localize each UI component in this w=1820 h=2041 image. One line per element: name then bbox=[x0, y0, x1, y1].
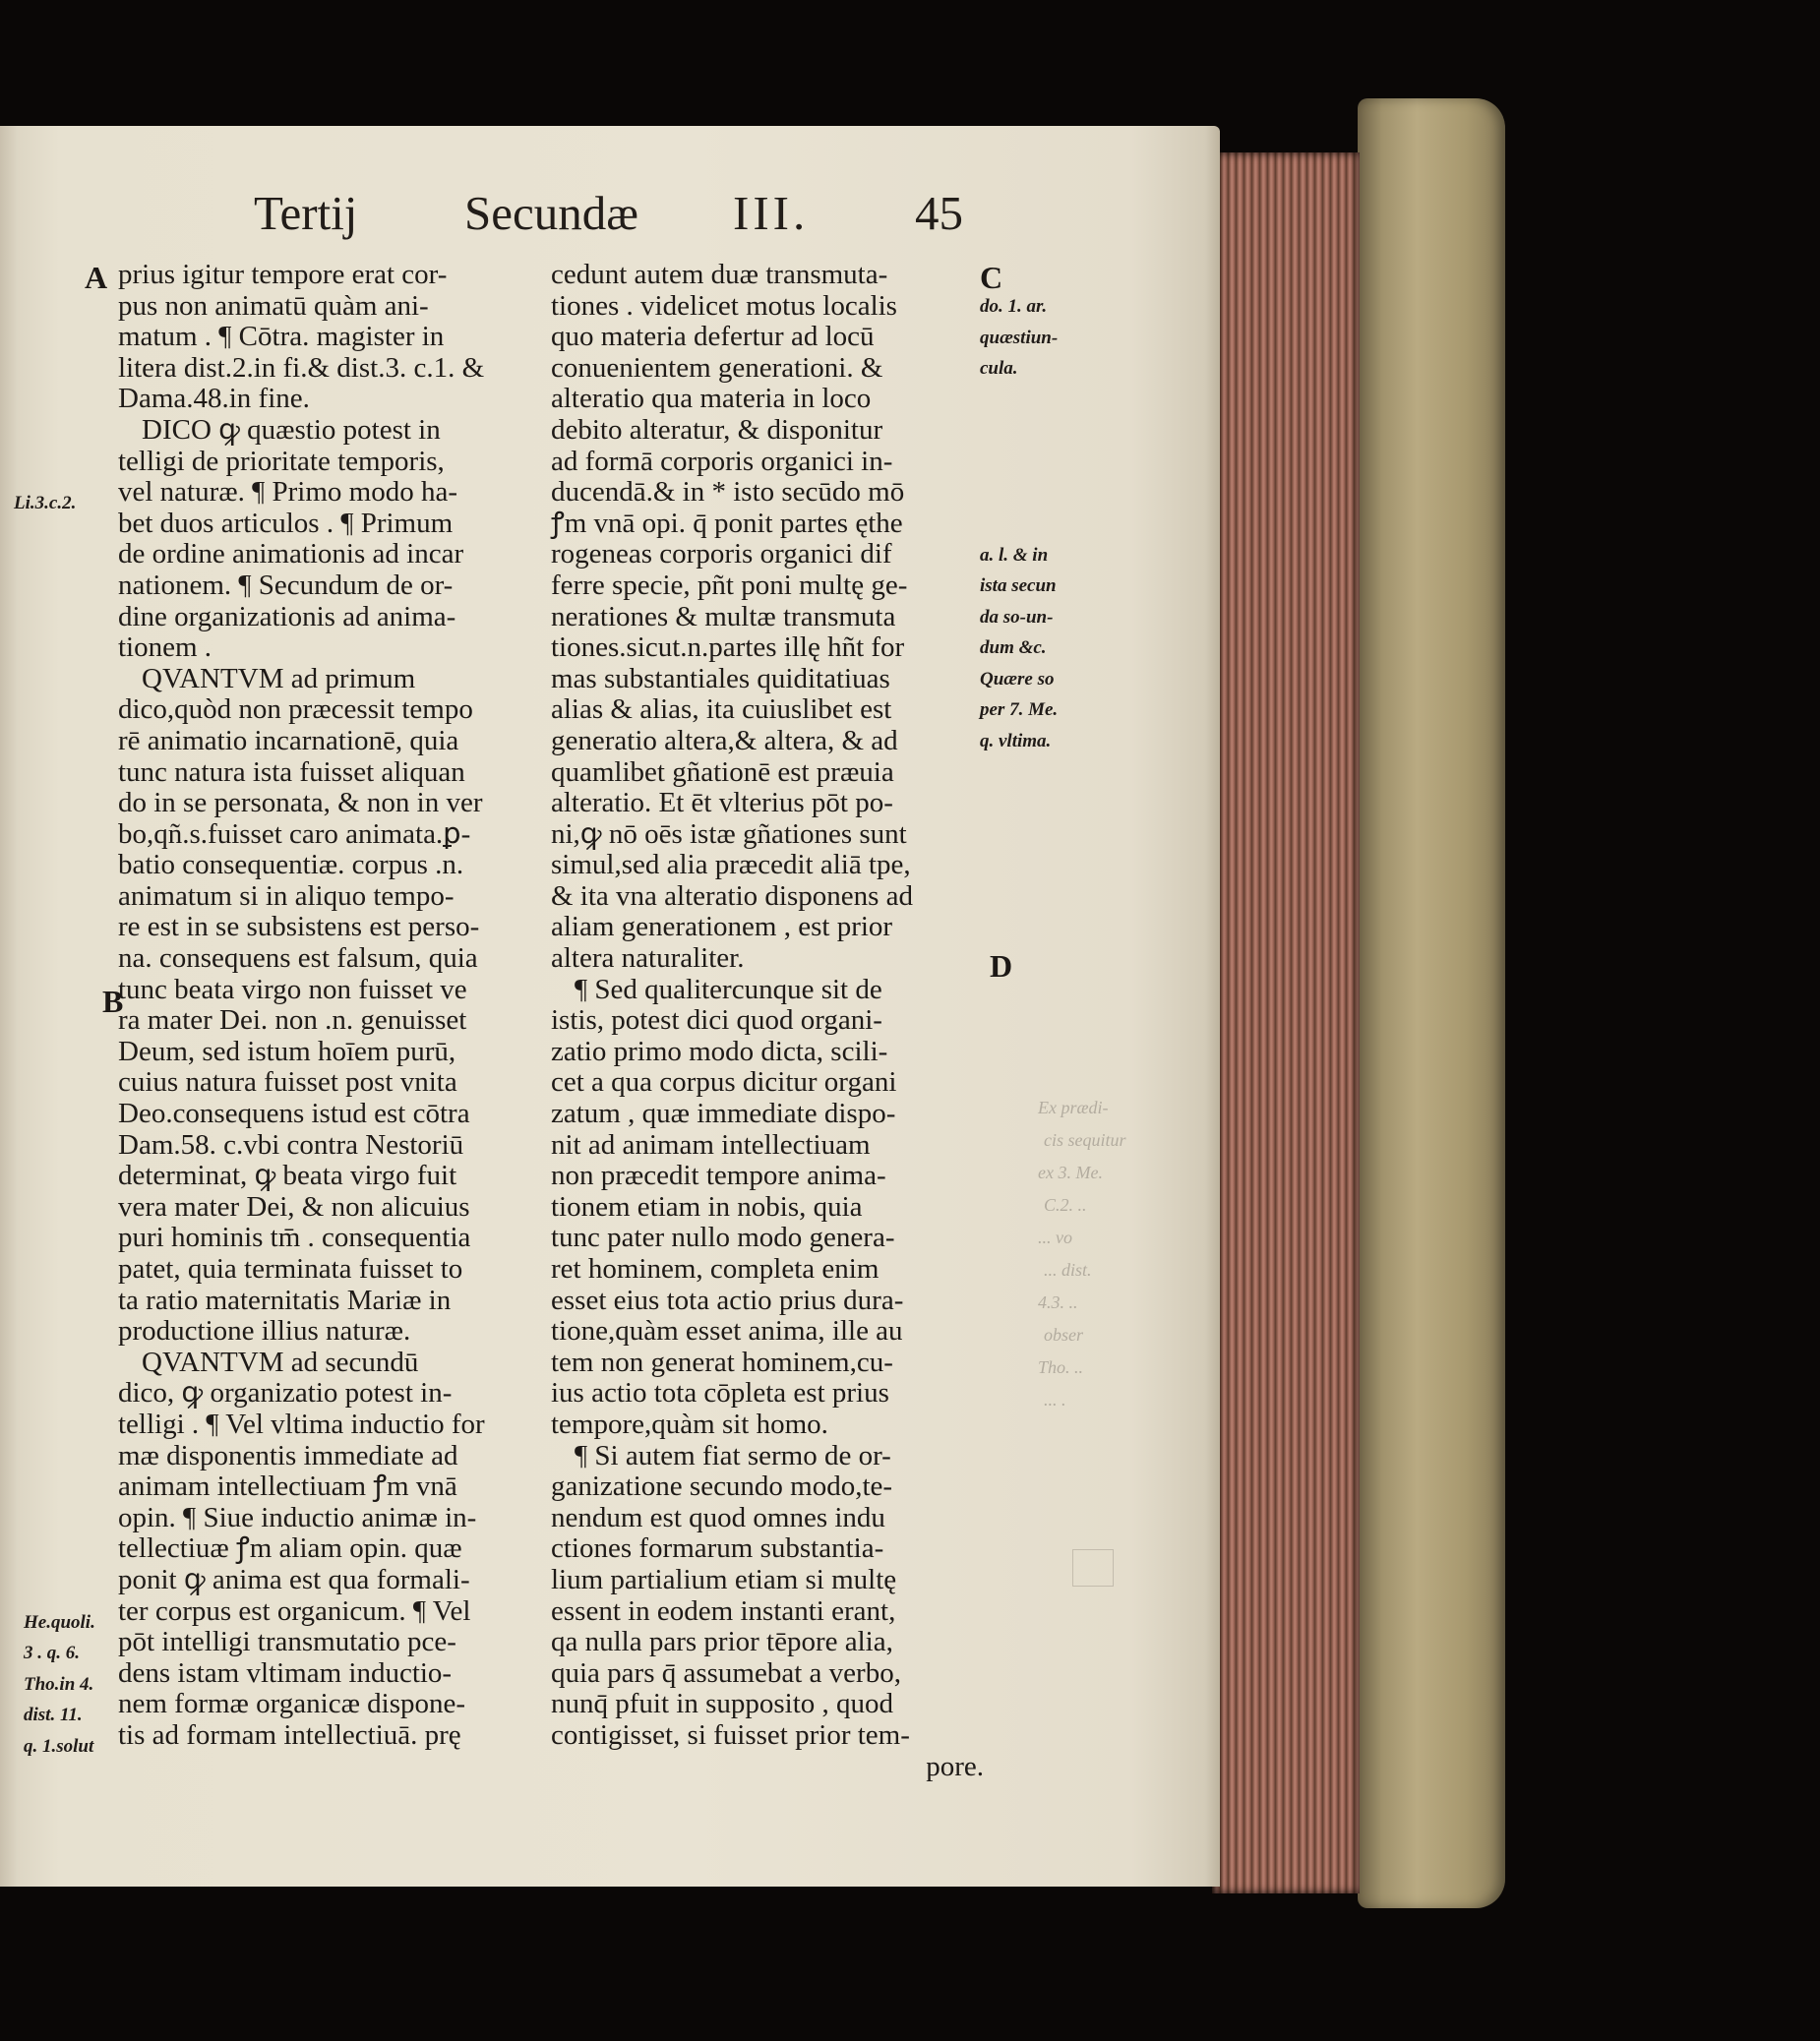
text-line: ad formā corporis organici in- bbox=[551, 445, 893, 477]
ghost-note: C.2. .. bbox=[1044, 1195, 1087, 1215]
margin-note-left: dist. 11. bbox=[24, 1705, 83, 1725]
text-line: cet a qua corpus dicitur organi bbox=[551, 1066, 897, 1099]
text-line: telligi . ¶ Vel vltima inductio for bbox=[118, 1408, 485, 1440]
text-line: tunc natura ista fuisset aliquan bbox=[118, 755, 465, 788]
text-line: Dam.58. c.vbi contra Nestoriū bbox=[118, 1128, 464, 1161]
header-secundae: Secundæ bbox=[464, 186, 638, 240]
text-line: nit ad animam intellectiuam bbox=[551, 1128, 871, 1161]
text-line: pōt intelligi transmutatio pce- bbox=[118, 1626, 456, 1658]
text-line: DICO ꝙ quæstio potest in bbox=[142, 413, 441, 446]
text-line: na. consequens est falsum, quia bbox=[118, 942, 478, 975]
text-line: ret hominem, completa enim bbox=[551, 1253, 880, 1285]
text-line: ponit ꝙ anima est qua formali- bbox=[118, 1563, 470, 1595]
margin-note-left: q. 1.solut bbox=[24, 1736, 94, 1757]
text-line: quamlibet gñationē est præuia bbox=[551, 755, 894, 788]
text-line: cedunt autem duæ transmuta- bbox=[551, 259, 888, 290]
ghost-note: cis sequitur bbox=[1044, 1130, 1126, 1150]
text-line: contigisset, si fuisset prior tem- bbox=[551, 1718, 910, 1751]
margin-note-left: He.quoli. bbox=[24, 1612, 95, 1633]
ghost-note: ... . bbox=[1044, 1390, 1066, 1410]
text-line: animatum si in aliquo tempo- bbox=[118, 879, 455, 912]
text-line: alteratio. Et ēt vlterius pōt po- bbox=[551, 787, 893, 819]
margin-letter-b: B bbox=[102, 984, 124, 1019]
margin-note-right: Quære so bbox=[980, 669, 1055, 690]
text-line: ni,ꝙ nō oēs istæ gñationes sunt bbox=[551, 817, 907, 850]
text-line: zatum , quæ immediate dispo- bbox=[551, 1098, 896, 1130]
ghost-note: ... vo bbox=[1038, 1228, 1072, 1247]
text-line: ter corpus est organicum. ¶ Vel bbox=[118, 1594, 471, 1627]
header-numeral: III. bbox=[733, 186, 810, 240]
page-number: 45 bbox=[915, 186, 963, 240]
margin-note-right: a. l. & in bbox=[980, 545, 1049, 566]
text-line: pore. bbox=[926, 1750, 984, 1782]
text-line: ra mater Dei. non .n. genuisset bbox=[118, 1004, 467, 1037]
text-line: animam intellectiuam ꝭm vnā bbox=[118, 1471, 457, 1503]
text-line: nationem. ¶ Secundum de or- bbox=[118, 569, 454, 601]
margin-note-right: do. 1. ar. bbox=[980, 296, 1048, 317]
text-line: re est in se subsistens est perso- bbox=[118, 911, 480, 943]
text-line: prius igitur tempore erat cor- bbox=[118, 259, 448, 290]
ghost-note: ex 3. Me. bbox=[1038, 1163, 1103, 1182]
text-line: ferre specie, pñt poni multę ge- bbox=[551, 569, 908, 601]
left-column-text bbox=[118, 260, 543, 1752]
text-line: QVANTVM ad secundū bbox=[142, 1346, 419, 1378]
text-line: ius actio tota cōpleta est prius bbox=[551, 1377, 889, 1410]
text-line: patet, quia terminata fuisset to bbox=[118, 1253, 463, 1285]
text-line: alteratio qua materia in loco bbox=[551, 383, 872, 415]
text-line: dine organizationis ad anima- bbox=[118, 600, 456, 632]
text-line: rogeneas corporis organici dif bbox=[551, 538, 892, 570]
text-line: dico, ꝙ organizatio potest in- bbox=[118, 1377, 453, 1410]
text-line: alias & alias, ita cuiuslibet est bbox=[551, 693, 892, 726]
margin-note-right: cula. bbox=[980, 358, 1018, 379]
margin-note-left: 3 . q. 6. bbox=[24, 1643, 80, 1663]
text-line: vera mater Dei, & non alicuius bbox=[118, 1190, 470, 1223]
text-line: nendum est quod omnes indu bbox=[551, 1501, 885, 1533]
margin-note-right: q. vltima. bbox=[980, 731, 1052, 751]
text-line: conuenientem generationi. & bbox=[551, 351, 883, 384]
text-line: quo materia defertur ad locū bbox=[551, 321, 875, 353]
text-line: ctiones formarum substantia- bbox=[551, 1532, 884, 1565]
text-line: bo,qñ.s.fuisset caro animata.ꝑ- bbox=[118, 817, 471, 850]
text-line: tionem etiam in nobis, quia bbox=[551, 1190, 863, 1223]
margin-letter-d: D bbox=[990, 948, 1013, 984]
text-line: de ordine animationis ad incar bbox=[118, 538, 464, 570]
text-line: dico,quòd non præcessit tempo bbox=[118, 693, 473, 726]
text-line: lium partialium etiam si multę bbox=[551, 1563, 897, 1595]
text-line: essent in eodem instanti erant, bbox=[551, 1594, 896, 1627]
text-line: rē animatio incarnationē, quia bbox=[118, 724, 459, 756]
text-line: Dama.48.in fine. bbox=[118, 383, 310, 415]
text-line: tempore,quàm sit homo. bbox=[551, 1408, 828, 1440]
text-line: Deo.consequens istud est cōtra bbox=[118, 1098, 470, 1130]
ghost-note: 4.3. .. bbox=[1038, 1292, 1078, 1312]
text-line: qa nulla pars prior tēpore alia, bbox=[551, 1626, 893, 1658]
text-line: generatio altera,& altera, & ad bbox=[551, 724, 898, 756]
ghost-note: ... dist. bbox=[1044, 1260, 1092, 1280]
right-column-text bbox=[551, 260, 984, 1782]
ghost-note: obser bbox=[1044, 1325, 1083, 1345]
text-line: tellectiuæ ꝭm aliam opin. quæ bbox=[118, 1532, 462, 1565]
text-line: tunc beata virgo non fuisset ve bbox=[118, 973, 467, 1005]
header-tertij: Tertij bbox=[254, 186, 358, 240]
margin-note-right: quæstiun- bbox=[980, 328, 1059, 348]
text-line: & ita vna alteratio disponens ad bbox=[551, 879, 914, 912]
text-line: Deum, sed istum hoīem purū, bbox=[118, 1035, 456, 1067]
text-line: telligi de prioritate temporis, bbox=[118, 445, 445, 477]
text-line: ꝭm vnā opi. q̄ ponit partes ęthe bbox=[551, 507, 903, 539]
text-line: tis ad formam intellectiuā. prę bbox=[118, 1718, 461, 1751]
text-line: ganizatione secundo modo,te- bbox=[551, 1471, 893, 1503]
margin-note-left: Li.3.c.2. bbox=[14, 493, 77, 513]
text-line: nem formæ organicæ dispone- bbox=[118, 1688, 466, 1720]
faint-stamp-mark bbox=[1072, 1549, 1114, 1587]
text-line: tiones.sicut.n.partes illę hñt for bbox=[551, 631, 905, 664]
text-line: debito alteratur, & disponitur bbox=[551, 413, 883, 446]
margin-letter-a: A bbox=[85, 260, 108, 295]
text-line: batio consequentiæ. corpus .n. bbox=[118, 849, 464, 881]
text-line: tem non generat hominem,cu- bbox=[551, 1346, 893, 1378]
text-line: zatio primo modo dicta, scili- bbox=[551, 1035, 888, 1067]
text-line: productione illius naturæ. bbox=[118, 1315, 411, 1348]
text-line: quia pars q̄ assumebat a verbo, bbox=[551, 1656, 901, 1689]
text-line: nerationes & multæ transmuta bbox=[551, 600, 896, 632]
margin-note-right: per 7. Me. bbox=[980, 699, 1059, 720]
text-line: vel naturæ. ¶ Primo modo ha- bbox=[118, 476, 457, 509]
text-line: ¶ Sed qualitercunque sit de bbox=[575, 973, 882, 1005]
text-line: opin. ¶ Siue inductio animæ in- bbox=[118, 1501, 477, 1533]
margin-note-right: da so-un- bbox=[980, 607, 1054, 628]
text-line: litera dist.2.in fi.& dist.3. c.1. & bbox=[118, 351, 485, 384]
margin-note-right: ista secun bbox=[980, 575, 1057, 596]
text-line: mas substantiales quiditatiuas bbox=[551, 662, 890, 694]
ghost-note: Tho. .. bbox=[1038, 1357, 1084, 1377]
text-line: tione,quàm esset anima, ille au bbox=[551, 1315, 903, 1348]
text-line: do in se personata, & non in ver bbox=[118, 787, 483, 819]
text-line: esset eius tota actio prius dura- bbox=[551, 1284, 904, 1316]
text-line: mæ disponentis immediate ad bbox=[118, 1439, 458, 1471]
ghost-note: Ex prædi- bbox=[1038, 1098, 1109, 1117]
text-line: pus non animatū quàm ani- bbox=[118, 289, 429, 322]
text-line: cuius natura fuisset post vnita bbox=[118, 1066, 457, 1099]
margin-letter-c: C bbox=[980, 260, 1003, 295]
text-line: QVANTVM ad primum bbox=[142, 662, 416, 694]
text-line: istis, potest dici quod organi- bbox=[551, 1004, 882, 1037]
text-line: ¶ Si autem fiat sermo de or- bbox=[575, 1439, 891, 1471]
text-line: dens istam vltimam inductio- bbox=[118, 1656, 453, 1689]
text-line: determinat, ꝙ beata virgo fuit bbox=[118, 1160, 457, 1192]
text-line: non præcedit tempore anima- bbox=[551, 1160, 886, 1192]
text-line: bet duos articulos . ¶ Primum bbox=[118, 507, 454, 539]
text-line: tiones . videlicet motus localis bbox=[551, 289, 897, 322]
text-line: nunq̄ pfuit in supposito , quod bbox=[551, 1688, 894, 1720]
text-line: altera naturaliter. bbox=[551, 942, 745, 975]
text-line: tunc pater nullo modo genera- bbox=[551, 1222, 895, 1254]
text-line: aliam generationem , est prior bbox=[551, 911, 893, 943]
margin-note-right: dum &c. bbox=[980, 637, 1047, 658]
margin-note-left: Tho.in 4. bbox=[24, 1674, 94, 1695]
text-line: tionem . bbox=[118, 631, 212, 664]
text-line: puri hominis tm̄ . consequentia bbox=[118, 1222, 471, 1254]
book-cover-edge bbox=[1358, 98, 1505, 1908]
text-line: ducendā.& in * isto secūdo mō bbox=[551, 476, 905, 509]
text-line: ta ratio maternitatis Mariæ in bbox=[118, 1284, 452, 1316]
text-line: matum . ¶ Cōtra. magister in bbox=[118, 321, 445, 353]
text-line: simul,sed alia præcedit aliā tpe, bbox=[551, 849, 911, 881]
page-block-red-edges bbox=[1212, 152, 1360, 1893]
